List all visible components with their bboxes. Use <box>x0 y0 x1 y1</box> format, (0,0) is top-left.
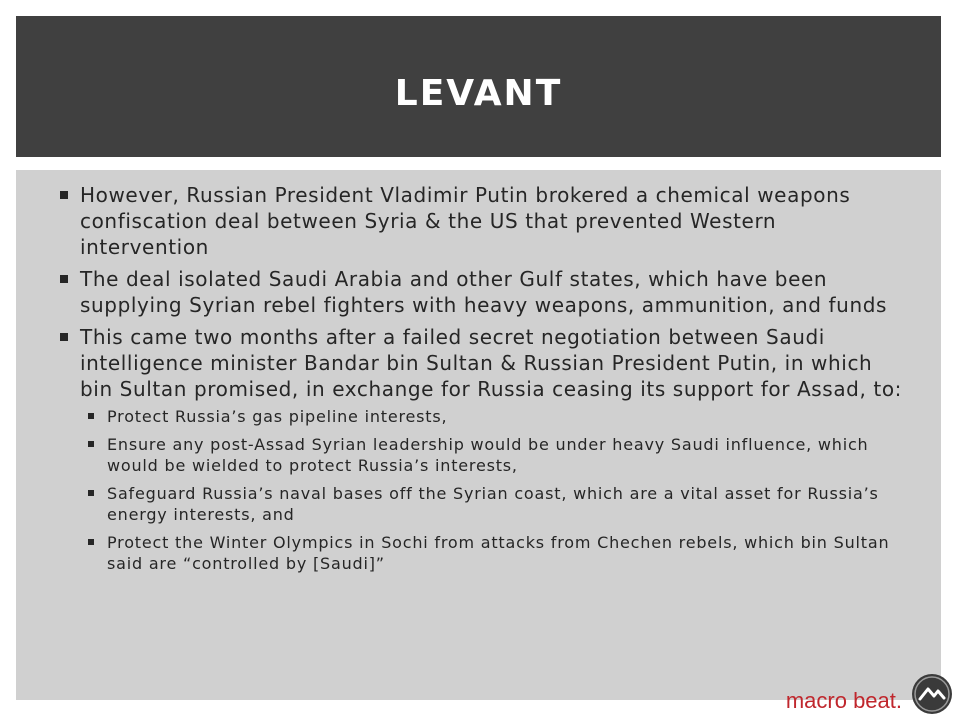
square-bullet-icon <box>88 413 94 419</box>
bullet-item <box>60 324 911 574</box>
title-bar <box>16 16 941 157</box>
sub-bullet-list <box>80 406 911 574</box>
sub-bullet-text: Protect the Winter Olympics in Sochi from attacks from Chechen rebels, which bin Sultan said are “controlled by [Saudi]” <box>107 533 890 573</box>
content-panel <box>16 170 941 700</box>
bullet-list <box>16 170 941 574</box>
sub-bullet-item <box>88 532 911 574</box>
bullet-item <box>60 182 911 260</box>
bullet-text: However, Russian President Vladimir Putin brokered a chemical weapons confiscation deal between Syria & the US that prevented Western intervention <box>80 183 851 259</box>
brand-text: macro beat. <box>785 688 902 713</box>
bullet-item <box>60 266 911 318</box>
square-bullet-icon <box>88 539 94 545</box>
sub-bullet-text: Ensure any post-Assad Syrian leadership would be under heavy Saudi influence, which would be wielded to protect Russia’s interests, <box>107 435 869 475</box>
sub-bullet-item <box>88 483 911 525</box>
sub-bullet-item <box>88 434 911 476</box>
bullet-text: This came two months after a failed secret negotiation between Saudi intelligence minister Bandar bin Sultan & Russian President Putin, in which bin Sultan promised, in exchange for Russia ceasing its support for Assad, to: <box>80 325 903 401</box>
square-bullet-icon <box>60 191 68 199</box>
sub-bullet-text: Protect Russia’s gas pipeline interests, <box>107 407 448 426</box>
square-bullet-icon <box>88 441 94 447</box>
sub-bullet-text: Safeguard Russia’s naval bases off the Syrian coast, which are a vital asset for Russia’s energy interests, and <box>107 484 879 524</box>
square-bullet-icon <box>60 275 68 283</box>
square-bullet-icon <box>60 333 68 341</box>
slide-title: LEVANT <box>394 73 563 114</box>
square-bullet-icon <box>88 490 94 496</box>
bullet-text: The deal isolated Saudi Arabia and other Gulf states, which have been supplying Syrian rebel fighters with heavy weapons, ammunition, and funds <box>80 267 888 317</box>
sub-bullet-item <box>88 406 911 427</box>
mountain-circle-logo-icon <box>910 672 954 716</box>
